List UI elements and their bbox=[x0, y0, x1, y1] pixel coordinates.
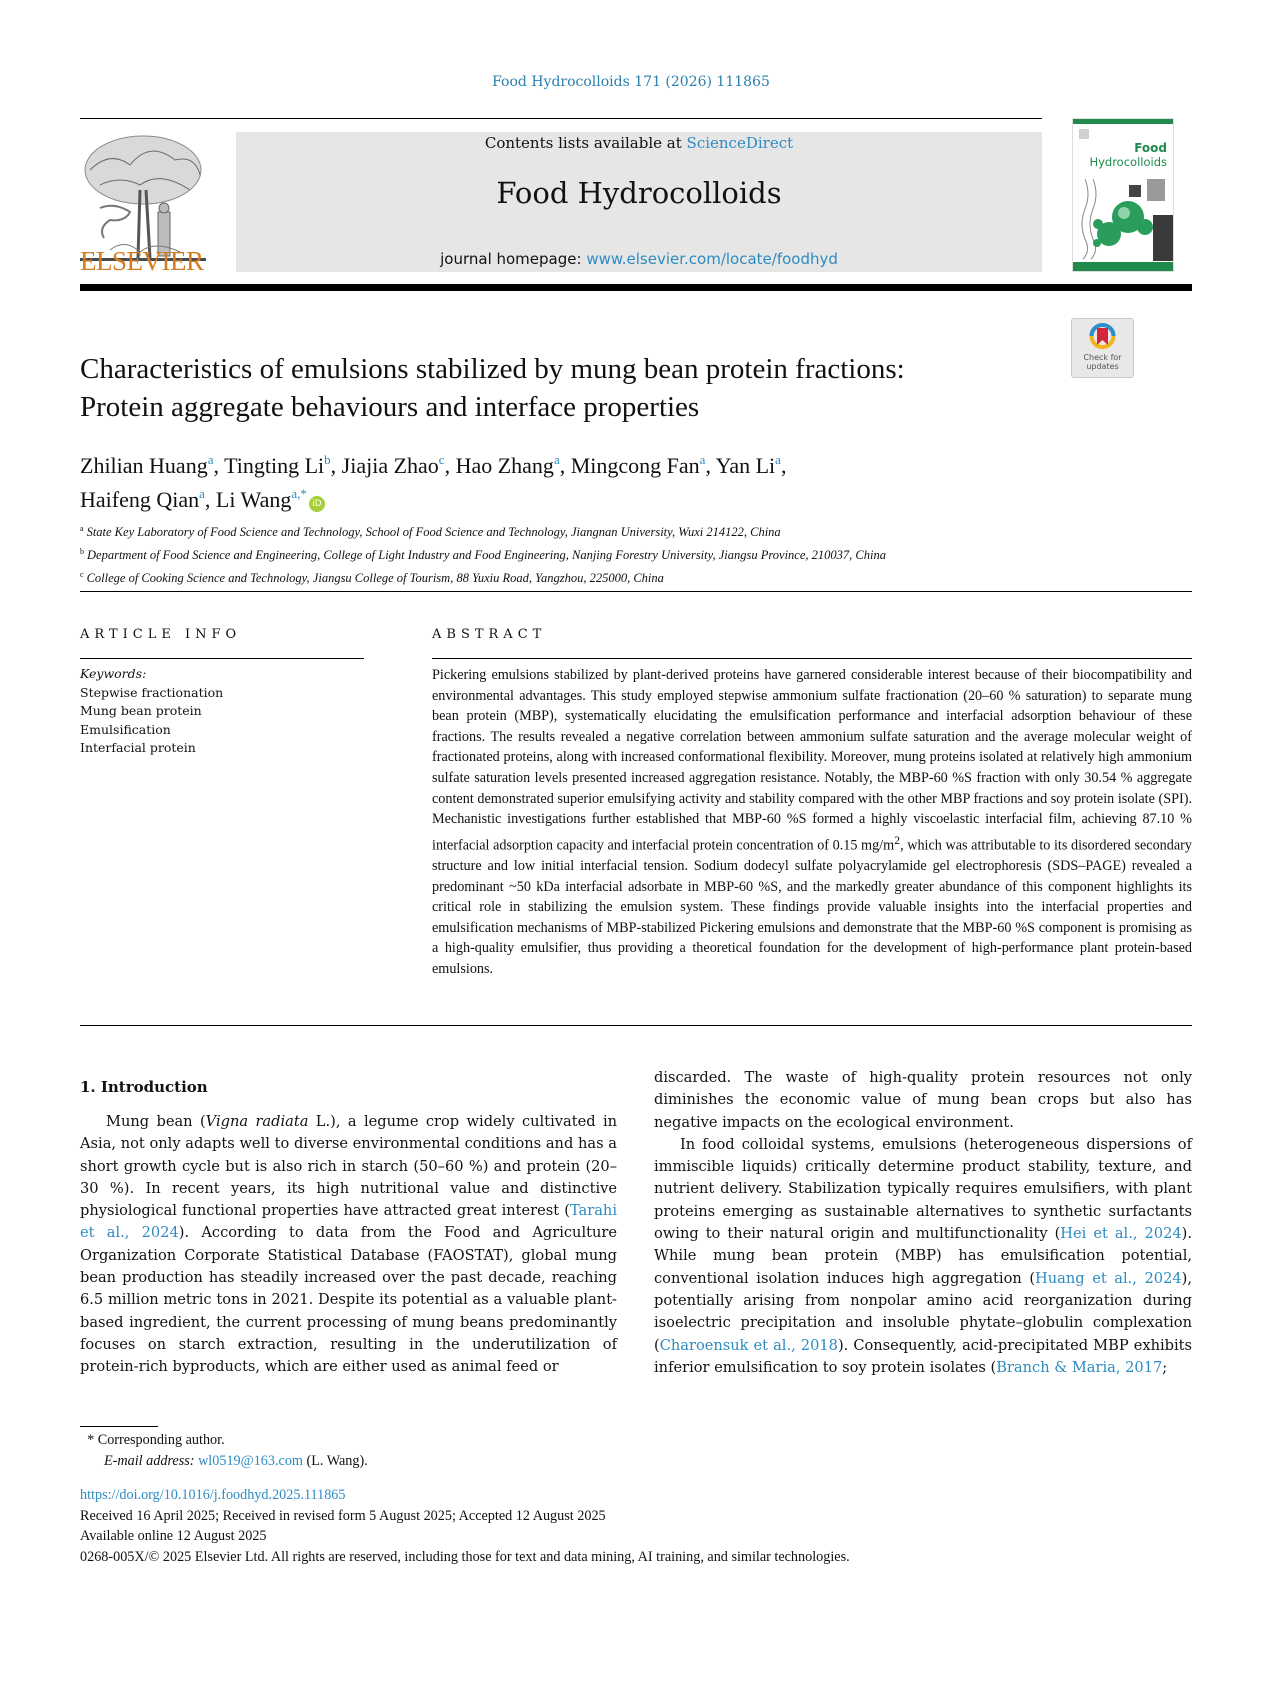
keyword-item: Interfacial protein bbox=[80, 740, 196, 755]
check-updates-label-line2: updates bbox=[1086, 362, 1119, 371]
affiliation-key: b bbox=[80, 547, 84, 556]
abstract-text: Pickering emulsions stabilized by plant-derived proteins have garnered considerable interest because of their biocompatibility and environmental advantages. This study employed stepwise ammonium sulfate fractionation (20–60 % saturation) to separate mung bean protein (MBP), systematically elucidating the emulsification performance and interfacial adsorption behaviour of these fractions. The results revealed a negative correlation between ammonium sulfate saturation and the average molecular weight of fractionated proteins, along with increased conformational flexibility. Moreover, mung proteins isolated at relatively high ammonium sulfate saturation levels presented increased aggregation resistance. Notably, the MBP-60 %S fraction with only 30.54 % aggregate content demonstrated superior emulsifying activity and stability compared with the other MBP fractions and soy protein isolate (SPI). Mechanistic investigations further established that MBP-60 %S formed a highly viscoelastic interfacial film, achieving 87.10 % interfacial adsorption capacity and interfacial protein concentration of 0.15 mg/m bbox=[432, 667, 1192, 854]
body-text: ). According to data from the Food and Agriculture Organization Corporate Statistical Database (FAOSTAT), global mung bean production has steadily increased over the past decade, reaching 6.5 million metric tons in 2021. Despite its potential as a valuable plant-based ingredient, the current processing of mung beans predominantly focuses on starch extraction, resulting in the underutilization of protein-rich byproducts, which are either used as animal feed or bbox=[80, 1224, 617, 1376]
intro-paragraph-1 bbox=[80, 1111, 617, 1379]
author-separator: , bbox=[705, 453, 716, 478]
abstract-text: , which was attributable to its disordered secondary structure and low initial interfacial tension. Sodium dodecyl sulfate polyacrylamide gel electrophoresis (SDS–PAGE) revealed a predominant ~50 kDa interfacial adsorbate in MBP-60 %S, and the markedly greater abundance of this component highlights its critical role in stabilizing the emulsion system. These findings provide valuable insights into the interfacial properties and emulsification mechanisms of MBP-stabilized Pickering emulsions and demonstrate that the MBP-60 %S component is promising as a high-quality emulsifier, thus providing a theoretical foundation for the development of high-performance plant protein-based emulsions. bbox=[432, 837, 1192, 978]
author-affiliation-marker[interactable]: a bbox=[699, 452, 706, 467]
keyword-item: Stepwise fractionation bbox=[80, 684, 224, 700]
affiliation-item bbox=[80, 542, 1180, 565]
article-title-line1: Characteristics of emulsions stabilized by mung bean protein fractions: bbox=[80, 353, 905, 385]
body-text: In food colloidal systems, emulsions (heterogeneous dispersions of immiscible liquids) critically determine product stability, texture, and nutrient delivery. Stabilization typically requires emulsifiers, with plant proteins emerging as sustainable alternatives to synthetic surfactants owing to their natural origin and multifunctionality ( bbox=[654, 1135, 1192, 1243]
homepage-prefix: journal homepage: bbox=[440, 250, 587, 268]
author-affiliation-marker[interactable]: a bbox=[199, 486, 205, 501]
header-top-rule bbox=[80, 118, 1042, 119]
citation-link[interactable]: Tarahi et al., 2024 bbox=[80, 1202, 617, 1242]
author-separator: , bbox=[559, 453, 571, 478]
author-separator: , bbox=[213, 453, 225, 478]
check-for-updates-icon bbox=[1072, 319, 1133, 377]
author-separator: , bbox=[204, 487, 216, 512]
journal-name: Food Hydrocolloids bbox=[496, 176, 782, 210]
author-list bbox=[80, 446, 1040, 514]
journal-homepage-line bbox=[236, 250, 1042, 268]
body-text: L.), a legume crop widely cultivated in Asia, not only adapts well to diverse environmental conditions and has a short growth cycle but is also rich in starch (50–60 %) and protein (20–30 %). In recent years, its high nutritional value and distinctive physiological functional properties have attracted great interest ( bbox=[80, 1113, 618, 1220]
author-separator: , bbox=[444, 453, 456, 478]
author-name[interactable]: Hao Zhang bbox=[455, 453, 554, 478]
available-online-date: Available online 12 August 2025 bbox=[80, 1528, 267, 1544]
email-note bbox=[80, 1451, 1180, 1472]
citation-link[interactable]: Branch & Maria, 2017 bbox=[996, 1358, 1163, 1376]
received-dates: Received 16 April 2025; Received in revised form 5 August 2025; Accepted 12 August 2025 bbox=[80, 1507, 606, 1524]
header-thick-rule bbox=[80, 284, 1192, 291]
article-info-heading: ARTICLE INFO bbox=[80, 627, 242, 642]
author-separator: , bbox=[330, 453, 342, 478]
body-text: Mung bean ( bbox=[106, 1113, 206, 1130]
body-text: ). Consequently, acid-precipitated MBP exhibits inferior emulsification to soy protein isolates ( bbox=[654, 1336, 1193, 1376]
body-column-right bbox=[654, 1067, 1192, 1379]
affiliation-item bbox=[80, 565, 1180, 588]
elsevier-wordmark: ELSEVIER bbox=[80, 246, 204, 276]
journal-cover-thumbnail[interactable] bbox=[1072, 118, 1174, 272]
article-title bbox=[80, 350, 1040, 426]
author-name[interactable]: Haifeng Qian bbox=[80, 487, 200, 512]
affiliation-list bbox=[80, 519, 1180, 588]
journal-homepage-link[interactable]: www.elsevier.com/locate/foodhyd bbox=[586, 250, 838, 268]
author-name[interactable]: Tingting Li bbox=[224, 453, 325, 478]
body-text: ), potentially arising from nonpolar amino acid reorganization during isoelectric precipitation and insoluble phytate–globulin complexation ( bbox=[654, 1269, 1192, 1354]
author-name[interactable]: Yan Li bbox=[715, 453, 776, 478]
abstract-bottom-rule bbox=[80, 1025, 1192, 1026]
cover-title-line1: Food bbox=[1134, 141, 1167, 155]
citation-link[interactable]: Huang et al., 2024 bbox=[1035, 1269, 1182, 1287]
article-title-line2: Protein aggregate behaviours and interface properties bbox=[80, 391, 700, 423]
author-name[interactable]: Zhilian Huang bbox=[80, 453, 208, 478]
orcid-icon[interactable]: iD bbox=[309, 496, 325, 512]
abstract-rule bbox=[432, 658, 1192, 659]
author-name[interactable]: Jiajia Zhao bbox=[341, 453, 439, 478]
affiliation-key: a bbox=[80, 524, 84, 533]
footnotes bbox=[80, 1430, 1180, 1567]
article-info-rule bbox=[80, 658, 364, 659]
doi-link[interactable]: https://doi.org/10.1016/j.foodhyd.2025.111865 bbox=[80, 1487, 346, 1503]
cover-title-line2: Hydrocolloids bbox=[1089, 155, 1167, 169]
affiliation-text: Department of Food Science and Engineering, College of Light Industry and Food Engineering, Nanjing Forestry University, Jiangsu Province, 210037, China bbox=[87, 548, 886, 562]
keyword-item: Emulsification bbox=[80, 721, 171, 737]
footnote-star: * bbox=[87, 1432, 95, 1448]
body-text: ; bbox=[1162, 1358, 1168, 1376]
intro-paragraph-1-continued: discarded. The waste of high-quality protein resources not only diminishes the economic value of mung bean crops but also has negative impacts on the ecological environment. bbox=[654, 1069, 1192, 1131]
email-label: E-mail address: bbox=[104, 1452, 195, 1469]
journal-cover-art-icon bbox=[1073, 119, 1173, 271]
intro-paragraph-2 bbox=[654, 1134, 1192, 1379]
species-name: Vigna radiata bbox=[205, 1113, 309, 1130]
author-affiliation-marker[interactable]: b bbox=[324, 452, 331, 467]
section-divider bbox=[80, 591, 1192, 592]
footnote-rule bbox=[80, 1426, 158, 1427]
email-suffix: (L. Wang). bbox=[302, 1452, 368, 1469]
citation-link[interactable]: Hei et al., 2024 bbox=[1060, 1225, 1182, 1243]
introduction-heading: 1. Introduction bbox=[80, 1078, 208, 1096]
author-name[interactable]: Mingcong Fan bbox=[570, 453, 700, 478]
corresponding-author-label: Corresponding author. bbox=[97, 1432, 225, 1448]
author-separator: , bbox=[780, 453, 787, 478]
affiliation-text: State Key Laboratory of Food Science and Technology, School of Food Science and Technology, Jiangnan University, Wuxi 214122, China bbox=[86, 525, 781, 539]
affiliation-item bbox=[80, 519, 1180, 542]
author-affiliation-marker[interactable]: c bbox=[438, 452, 445, 467]
corresponding-author-note bbox=[80, 1430, 1180, 1451]
contents-availability-line bbox=[236, 134, 1042, 152]
sciencedirect-link[interactable]: ScienceDirect bbox=[686, 134, 794, 152]
abstract-heading: ABSTRACT bbox=[432, 627, 547, 642]
check-updates-label-line1: Check for bbox=[1083, 353, 1122, 362]
keywords-label: Keywords: bbox=[80, 666, 147, 681]
body-column-left bbox=[80, 1111, 617, 1379]
keyword-item: Mung bean protein bbox=[80, 703, 202, 718]
citation-link[interactable]: Charoensuk et al., 2018 bbox=[659, 1336, 838, 1354]
author-affiliation-marker[interactable]: a bbox=[553, 452, 560, 467]
abstract-superscript: 2 bbox=[894, 832, 901, 847]
email-link[interactable]: wl0519@163.com bbox=[198, 1452, 303, 1469]
check-for-updates-button[interactable] bbox=[1071, 318, 1134, 378]
keywords-list bbox=[80, 665, 370, 758]
copyright-notice: 0268-005X/© 2025 Elsevier Ltd. All rights are reserved, including those for text and data mining, AI training, and similar technologies. bbox=[80, 1548, 850, 1565]
body-text: ). While mung bean protein (MBP) has emulsification potential, conventional isolation induces high aggregation ( bbox=[654, 1225, 1192, 1287]
author-affiliation-marker[interactable]: a bbox=[775, 452, 781, 467]
affiliation-text: College of Cooking Science and Technology, Jiangsu College of Tourism, 88 Yuxiu Road, Yangzhou, 225000, China bbox=[86, 571, 664, 585]
journal-reference-link[interactable]: Food Hydrocolloids 171 (2026) 111865 bbox=[492, 74, 770, 90]
abstract-body bbox=[432, 665, 1192, 980]
author-name[interactable]: Li Wang bbox=[215, 487, 292, 512]
affiliation-key: c bbox=[80, 570, 84, 579]
author-affiliation-marker[interactable]: a,* bbox=[291, 486, 307, 501]
author-affiliation-marker[interactable]: a bbox=[207, 452, 214, 467]
contents-prefix: Contents lists available at bbox=[484, 134, 687, 152]
